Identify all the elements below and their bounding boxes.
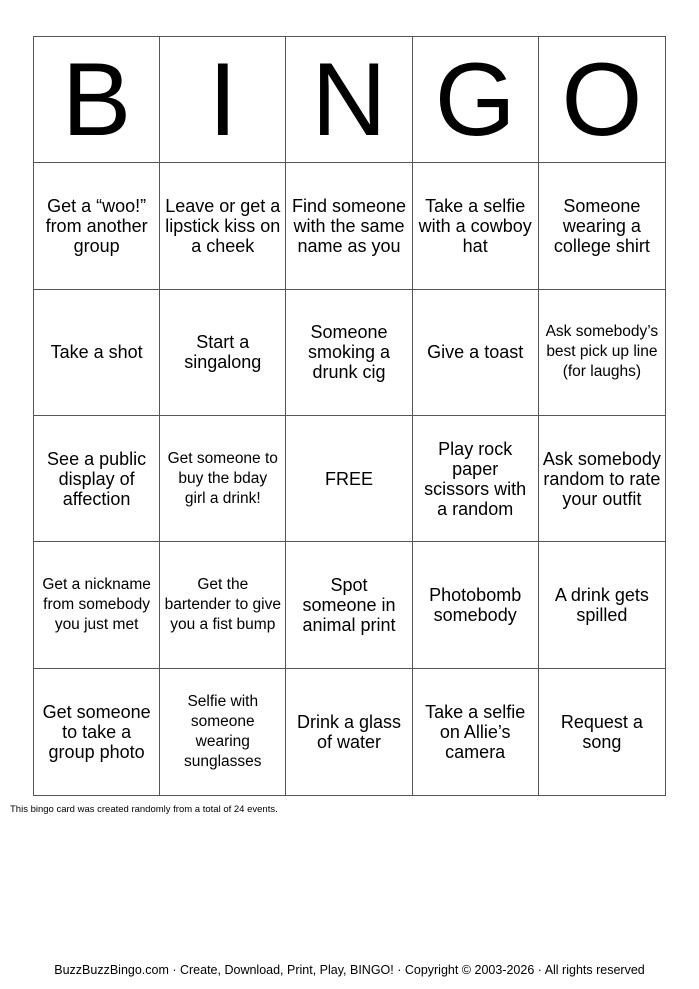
free-space-text: FREE	[324, 468, 373, 489]
square-text: Take a shot	[50, 342, 143, 363]
square-text: Leave or get a lipstick kiss on a cheek	[165, 195, 281, 256]
header-letter: I	[208, 41, 238, 158]
bingo-square	[539, 290, 665, 416]
bingo-card	[33, 36, 666, 796]
header-cell-o	[539, 37, 665, 163]
square-text: Spot someone in animal print	[302, 574, 396, 635]
square-text: Start a singalong	[184, 332, 262, 373]
bingo-square	[413, 669, 539, 795]
site-footer: BuzzBuzzBingo.com · Create, Download, Print, Play, BINGO! · Copyright © 2003-2026 · All rights reserved	[54, 963, 645, 977]
bingo-square	[286, 542, 412, 668]
square-text: Get the bartender to give you a fist bump	[164, 575, 281, 633]
bingo-square	[286, 163, 412, 289]
header-letter: N	[311, 41, 387, 158]
square-text: Get a nickname from somebody you just met	[42, 575, 151, 633]
square-text: Someone wearing a college shirt	[553, 195, 650, 256]
bingo-square	[160, 290, 286, 416]
bingo-square	[286, 290, 412, 416]
bingo-square	[34, 416, 160, 542]
bingo-square	[34, 163, 160, 289]
square-text: Take a selfie on Allie’s camera	[425, 701, 526, 762]
bingo-square	[34, 542, 160, 668]
header-cell-i	[160, 37, 286, 163]
generation-note: This bingo card was created randomly from a total of 24 events.	[10, 804, 278, 815]
square-text: Play rock paper scissors with a random	[424, 438, 527, 519]
header-cell-n	[286, 37, 412, 163]
bingo-square	[539, 542, 665, 668]
square-text: Ask somebody’s best pick up line (for laughs)	[545, 323, 659, 381]
bingo-square	[34, 669, 160, 795]
square-text: Get a “woo!” from another group	[45, 195, 148, 256]
bingo-square	[539, 163, 665, 289]
bingo-square	[286, 669, 412, 795]
square-text: Photobomb somebody	[429, 584, 522, 625]
square-text: Take a selfie with a cowboy hat	[418, 195, 532, 256]
square-text: Find someone with the same name as you	[291, 195, 407, 256]
bingo-square	[413, 416, 539, 542]
square-text: A drink gets spilled	[554, 584, 649, 625]
bingo-square	[539, 669, 665, 795]
square-text: Give a toast	[427, 342, 524, 363]
bingo-square	[160, 416, 286, 542]
square-text: Get someone to take a group photo	[42, 701, 151, 762]
bingo-square	[413, 163, 539, 289]
header-letter: B	[61, 41, 132, 158]
square-text: See a public display of affection	[47, 448, 147, 509]
square-text: Ask somebody random to rate your outfit	[542, 448, 661, 509]
square-text: Someone smoking a drunk cig	[307, 322, 390, 383]
header-cell-g	[413, 37, 539, 163]
bingo-square	[160, 669, 286, 795]
header-letter: G	[434, 41, 516, 158]
square-text: Request a song	[560, 711, 643, 752]
bingo-square	[539, 416, 665, 542]
bingo-square	[160, 542, 286, 668]
square-text: Selfie with someone wearing sunglasses	[184, 692, 262, 770]
header-cell-b	[34, 37, 160, 163]
bingo-square	[160, 163, 286, 289]
bingo-square	[413, 542, 539, 668]
bingo-square-free	[286, 416, 412, 542]
square-text: Drink a glass of water	[296, 711, 401, 752]
bingo-square	[34, 290, 160, 416]
bingo-square	[413, 290, 539, 416]
square-text: Get someone to buy the bday girl a drink!	[167, 449, 278, 507]
header-letter: O	[561, 41, 643, 158]
